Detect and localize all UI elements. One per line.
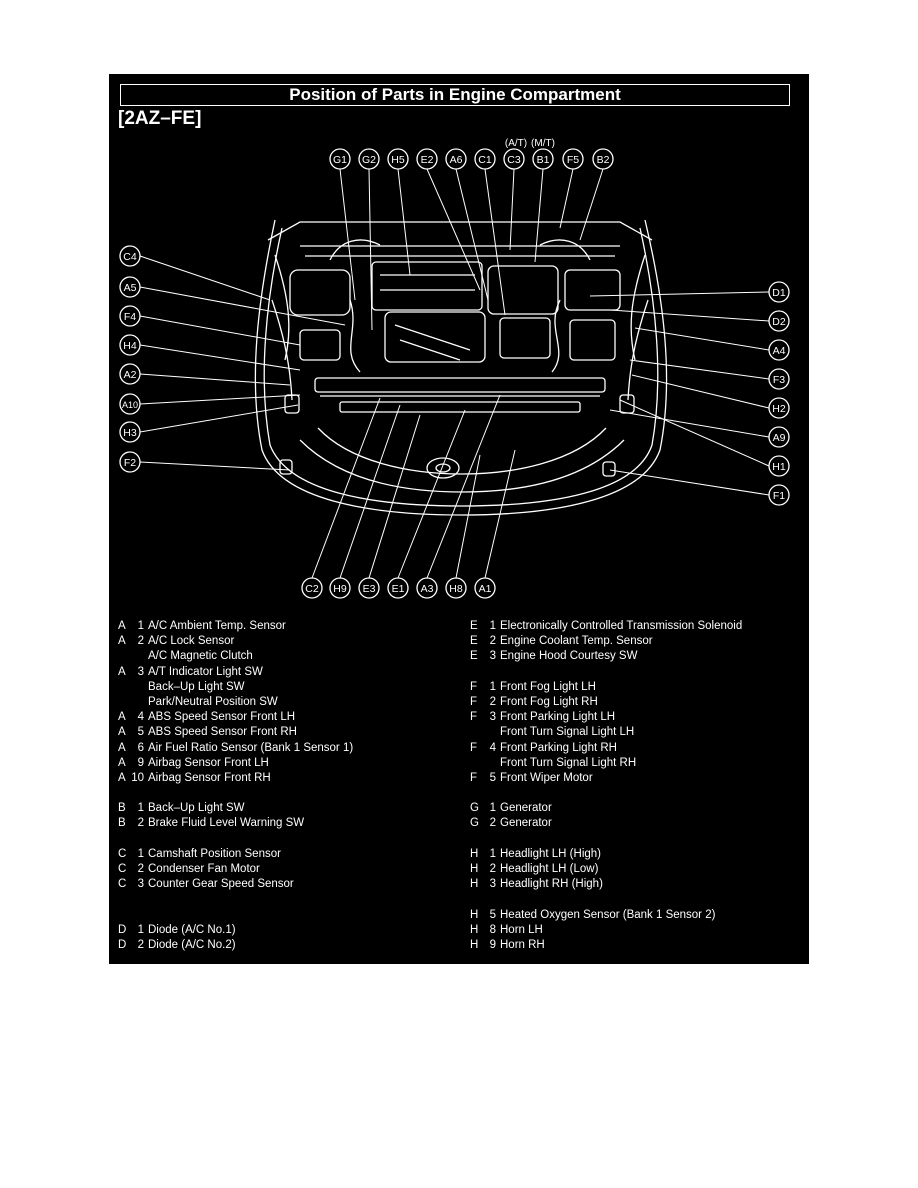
svg-text:A3: A3 bbox=[420, 583, 434, 595]
legend-number: 4 bbox=[489, 741, 496, 754]
callout-c1 bbox=[475, 149, 495, 169]
callout-e2 bbox=[417, 149, 437, 169]
legend-number: 1 bbox=[489, 802, 496, 815]
legend-number: 1 bbox=[137, 802, 144, 815]
callout-b2 bbox=[593, 149, 613, 169]
leader-line bbox=[369, 169, 372, 330]
callout-h2 bbox=[769, 398, 789, 418]
legend-number: 9 bbox=[137, 756, 144, 769]
svg-text:F5: F5 bbox=[566, 154, 580, 166]
callout-a3 bbox=[417, 578, 437, 598]
legend-number: 3 bbox=[489, 878, 496, 891]
legend-letter: F bbox=[470, 680, 478, 693]
legend-description: Electronically Controlled Transmission Solenoid bbox=[500, 620, 743, 632]
svg-text:D1: D1 bbox=[772, 287, 786, 299]
legend-number: 2 bbox=[489, 817, 496, 830]
svg-text:C1: C1 bbox=[478, 154, 492, 166]
leader-line bbox=[560, 169, 573, 228]
at-label: (A/T) bbox=[504, 138, 528, 149]
svg-text:H4: H4 bbox=[123, 340, 137, 352]
legend-description: Generator bbox=[500, 817, 552, 830]
callout-a9 bbox=[769, 427, 789, 447]
callout-h4 bbox=[120, 335, 140, 355]
legend-letter: A bbox=[118, 771, 126, 784]
svg-text:G2: G2 bbox=[361, 154, 377, 166]
svg-text:D2: D2 bbox=[772, 316, 786, 328]
callout-d2 bbox=[769, 311, 789, 331]
legend-letter: F bbox=[470, 741, 478, 754]
legend-description: Front Parking Light RH bbox=[500, 741, 617, 754]
svg-text:F2: F2 bbox=[123, 457, 137, 469]
legend-letter: A bbox=[118, 726, 126, 739]
legend-description: A/T Indicator Light SW bbox=[148, 665, 263, 678]
leader-line bbox=[590, 292, 769, 296]
legend-description: Back–Up Light SW bbox=[148, 680, 245, 693]
legend-description: Headlight LH (Low) bbox=[500, 863, 599, 875]
callout-f3 bbox=[769, 369, 789, 389]
callout-g1 bbox=[330, 149, 350, 169]
legend-letter: B bbox=[118, 817, 126, 830]
leader-line bbox=[140, 405, 298, 432]
legend-description: Front Fog Light LH bbox=[500, 680, 596, 693]
leader-line bbox=[140, 462, 290, 470]
svg-text:C2: C2 bbox=[305, 583, 319, 595]
legend-description: Heated Oxygen Sensor (Bank 1 Sensor 2) bbox=[500, 908, 716, 921]
mt-label: (M/T) bbox=[531, 138, 555, 149]
legend-number: 5 bbox=[137, 726, 144, 739]
callout-h8 bbox=[446, 578, 466, 598]
leader-line bbox=[610, 470, 769, 495]
legend-letter: A bbox=[118, 711, 126, 724]
legend-letter: H bbox=[470, 878, 479, 891]
leader-line bbox=[630, 360, 769, 379]
svg-text:E1: E1 bbox=[391, 583, 405, 595]
legend-description: ABS Speed Sensor Front LH bbox=[148, 711, 296, 724]
callout-h9 bbox=[330, 578, 350, 598]
svg-text:H9: H9 bbox=[333, 583, 347, 595]
legend-letter: E bbox=[470, 620, 478, 632]
legend-letter: F bbox=[470, 771, 478, 784]
leader-line bbox=[510, 169, 514, 250]
legend-description: Headlight RH (High) bbox=[500, 878, 603, 891]
callout-h1 bbox=[769, 456, 789, 476]
leader-line bbox=[427, 169, 480, 290]
legend-number: 9 bbox=[489, 938, 496, 951]
legend-letter: D bbox=[118, 938, 127, 951]
legend-description: Engine Coolant Temp. Sensor bbox=[500, 635, 653, 648]
engine-model-label: [2AZ–FE] bbox=[118, 108, 202, 129]
callout-f2 bbox=[120, 452, 140, 472]
page-title: Position of Parts in Engine Compartment bbox=[120, 84, 790, 106]
legend-letter: F bbox=[470, 695, 478, 708]
legend-number: 2 bbox=[489, 863, 496, 875]
callout-c3 bbox=[504, 149, 524, 169]
legend-number: 5 bbox=[489, 771, 496, 784]
legend-letter: C bbox=[118, 863, 127, 875]
svg-text:F1: F1 bbox=[772, 490, 786, 502]
leader-line bbox=[427, 395, 500, 578]
legend-number: 3 bbox=[137, 665, 144, 678]
leader-line bbox=[610, 410, 769, 437]
legend-description: Airbag Sensor Front LH bbox=[148, 756, 269, 769]
legend-letter: F bbox=[470, 711, 478, 724]
callout-a10 bbox=[120, 394, 140, 414]
legend-letter: A bbox=[118, 756, 126, 769]
callout-a6 bbox=[446, 149, 466, 169]
callout-f5 bbox=[563, 149, 583, 169]
legend-number: 2 bbox=[489, 695, 496, 708]
legend-letter: A bbox=[118, 665, 126, 678]
legend-number: 8 bbox=[489, 923, 496, 936]
legend-letter: B bbox=[118, 802, 126, 815]
legend-description: Engine Hood Courtesy SW bbox=[500, 650, 638, 663]
callout-d1 bbox=[769, 282, 789, 302]
svg-text:A5: A5 bbox=[123, 282, 137, 294]
svg-text:B1: B1 bbox=[536, 154, 550, 166]
svg-text:A10: A10 bbox=[121, 400, 139, 410]
svg-text:H5: H5 bbox=[391, 154, 405, 166]
legend-description: Front Parking Light LH bbox=[500, 711, 616, 724]
callout-c4 bbox=[120, 246, 140, 266]
legend-number: 1 bbox=[489, 680, 496, 693]
svg-text:G1: G1 bbox=[332, 154, 348, 166]
legend-number: 1 bbox=[489, 620, 496, 632]
legend-description: Diode (A/C No.1) bbox=[148, 923, 236, 936]
callout-h3 bbox=[120, 422, 140, 442]
legend-description: Front Wiper Motor bbox=[500, 771, 593, 784]
legend-number: 1 bbox=[137, 847, 144, 860]
callout-g2 bbox=[359, 149, 379, 169]
leader-line bbox=[140, 316, 300, 345]
svg-text:H2: H2 bbox=[772, 403, 786, 415]
callout-e3 bbox=[359, 578, 379, 598]
legend-description: Airbag Sensor Front RH bbox=[148, 771, 271, 784]
legend-number: 5 bbox=[489, 908, 496, 921]
leader-line bbox=[369, 415, 420, 578]
leader-line bbox=[140, 287, 345, 325]
svg-text:A9: A9 bbox=[772, 432, 786, 444]
engine-compartment-illustration bbox=[255, 220, 666, 515]
legend-number: 3 bbox=[489, 650, 496, 663]
leader-line bbox=[140, 395, 300, 404]
legend-letter: A bbox=[118, 620, 126, 632]
callout-f1 bbox=[769, 485, 789, 505]
svg-text:A4: A4 bbox=[772, 345, 786, 357]
callout-a1 bbox=[475, 578, 495, 598]
leader-line bbox=[140, 256, 270, 300]
callout-f4 bbox=[120, 306, 140, 326]
leader-line bbox=[610, 310, 769, 321]
legend-letter: G bbox=[470, 802, 479, 815]
svg-text:F3: F3 bbox=[772, 374, 786, 386]
svg-text:C3: C3 bbox=[507, 154, 521, 166]
legend-number: 4 bbox=[137, 711, 144, 724]
legend-letter: D bbox=[118, 923, 127, 936]
legend-letter: C bbox=[118, 878, 127, 891]
legend-description: Condenser Fan Motor bbox=[148, 863, 260, 875]
legend-number: 2 bbox=[137, 635, 144, 648]
callout-a5 bbox=[120, 277, 140, 297]
callout-a2 bbox=[120, 364, 140, 384]
legend-description: Headlight LH (High) bbox=[500, 847, 601, 860]
legend-number: 1 bbox=[137, 620, 144, 632]
legend-number: 2 bbox=[137, 863, 144, 875]
svg-text:H1: H1 bbox=[772, 461, 786, 473]
legend-letter: A bbox=[118, 741, 126, 754]
callout-c2 bbox=[302, 578, 322, 598]
legend-number: 6 bbox=[137, 741, 144, 754]
legend-letter: E bbox=[470, 650, 478, 663]
legend-number: 2 bbox=[137, 938, 144, 951]
leader-line bbox=[456, 169, 488, 300]
legend-description: Park/Neutral Position SW bbox=[148, 695, 278, 708]
legend-description: Diode (A/C No.2) bbox=[148, 938, 236, 951]
legend-number: 2 bbox=[137, 817, 144, 830]
callout-b1 bbox=[533, 149, 553, 169]
legend-description: Brake Fluid Level Warning SW bbox=[148, 817, 305, 830]
leader-line bbox=[398, 410, 465, 578]
legend-description: Front Fog Light RH bbox=[500, 695, 598, 708]
leader-line bbox=[535, 169, 543, 262]
leader-line bbox=[632, 375, 769, 408]
svg-text:A6: A6 bbox=[449, 154, 463, 166]
legend-description: Front Turn Signal Light LH bbox=[500, 726, 635, 739]
legend-letter: H bbox=[470, 908, 479, 921]
legend-description: Counter Gear Speed Sensor bbox=[148, 878, 294, 891]
callout-h5 bbox=[388, 149, 408, 169]
svg-text:A2: A2 bbox=[123, 369, 137, 381]
legend-letter: H bbox=[470, 847, 479, 860]
legend-letter: E bbox=[470, 635, 478, 648]
svg-text:H8: H8 bbox=[449, 583, 463, 595]
svg-text:C4: C4 bbox=[123, 251, 137, 263]
legend-number: 2 bbox=[489, 635, 496, 648]
callout-e1 bbox=[388, 578, 408, 598]
leader-line bbox=[635, 328, 769, 350]
legend-description: Air Fuel Ratio Sensor (Bank 1 Sensor 1) bbox=[148, 741, 354, 754]
svg-text:B2: B2 bbox=[596, 154, 610, 166]
legend-number: 3 bbox=[489, 711, 496, 724]
svg-text:H3: H3 bbox=[123, 427, 137, 439]
legend-description: Horn LH bbox=[500, 923, 543, 936]
legend-description: ABS Speed Sensor Front RH bbox=[148, 726, 297, 739]
legend-letter: H bbox=[470, 938, 479, 951]
legend-letter: H bbox=[470, 923, 479, 936]
legend-description: A/C Magnetic Clutch bbox=[148, 650, 253, 663]
leader-line bbox=[140, 374, 290, 385]
legend-description: Front Turn Signal Light RH bbox=[500, 756, 637, 769]
legend-letter: A bbox=[118, 635, 126, 648]
legend-description: Camshaft Position Sensor bbox=[148, 847, 281, 860]
svg-text:E3: E3 bbox=[362, 583, 376, 595]
callout-a4 bbox=[769, 340, 789, 360]
legend-description: A/C Ambient Temp. Sensor bbox=[148, 620, 286, 632]
legend-number: 1 bbox=[137, 923, 144, 936]
leader-line bbox=[140, 345, 300, 370]
leader-line bbox=[580, 169, 603, 240]
svg-text:A1: A1 bbox=[478, 583, 492, 595]
legend-description: Horn RH bbox=[500, 938, 545, 951]
svg-text:E2: E2 bbox=[420, 154, 434, 166]
legend-letter: G bbox=[470, 817, 479, 830]
legend-description: A/C Lock Sensor bbox=[148, 635, 235, 648]
legend-letter: H bbox=[470, 863, 479, 875]
legend-description: Generator bbox=[500, 802, 552, 815]
legend-number: 3 bbox=[137, 878, 144, 891]
legend-number: 1 bbox=[489, 847, 496, 860]
legend-description: Back–Up Light SW bbox=[148, 802, 245, 815]
legend-letter: C bbox=[118, 847, 127, 860]
leader-line bbox=[340, 169, 355, 300]
legend-number: 10 bbox=[131, 771, 144, 784]
leader-line bbox=[340, 405, 400, 578]
svg-text:F4: F4 bbox=[123, 311, 137, 323]
